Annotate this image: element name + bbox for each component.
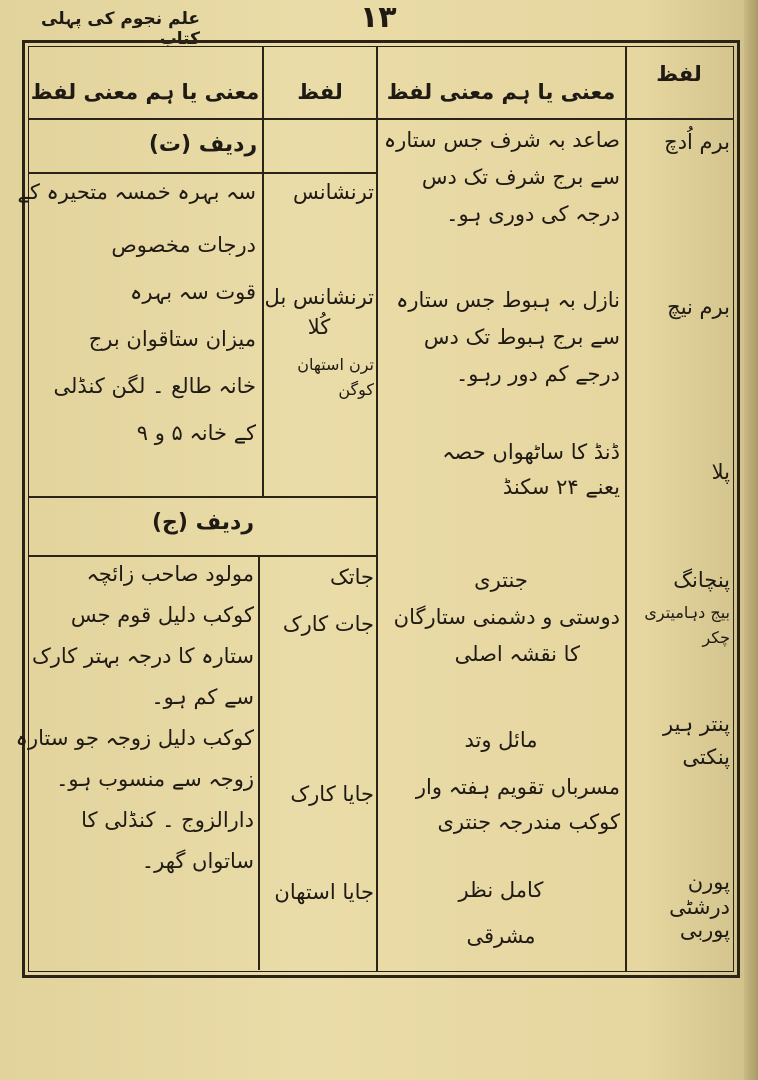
- te-meaning-line: خانہ طالع ۔ لگن کنڈلی: [53, 374, 256, 398]
- header-word-right: لفظ: [656, 62, 702, 86]
- divider-center: [376, 46, 378, 972]
- right-word-6: پنتر ہیر: [662, 712, 730, 736]
- right-meaning-jantri: جنتری: [474, 568, 528, 592]
- right-meaning-line: مسرباں تقویم ہفتہ وار: [415, 775, 620, 799]
- jim-meaning-block: [15, 562, 254, 874]
- right-meaning-kamil: کامل نظر: [458, 878, 544, 902]
- te-word-1: ترنشانس: [292, 180, 374, 204]
- right-meaning-line: دوستی و دشمنی ستارگان: [393, 605, 620, 629]
- te-word-3: کُلا: [307, 315, 331, 339]
- book-spine: [744, 0, 758, 1080]
- jim-word-4: جایا استھان: [274, 880, 374, 904]
- divider-right-word: [625, 46, 627, 972]
- te-word-4: ترن استھان کوگن: [297, 355, 374, 399]
- header-meaning-left: معنی یا ہم معنی لفظ: [30, 80, 260, 104]
- header-meaning-right: معنی یا ہم معنی لفظ: [386, 80, 616, 104]
- divider-left-word-lower: [258, 555, 260, 970]
- right-word-7: پنکتی: [682, 745, 730, 769]
- right-meaning-line: سے برج شرف تک دس: [421, 165, 620, 189]
- section-te-title: ردیف (ت): [148, 132, 258, 157]
- divider-left-word: [262, 46, 264, 496]
- right-meaning-line: درجہ کی دوری ہو۔: [446, 202, 620, 226]
- section-te-rule: [28, 172, 378, 174]
- right-meaning-line: کوکب مندرجہ جنتری: [437, 810, 620, 834]
- right-meaning-block-5: [382, 775, 620, 835]
- right-word-9: پوربی: [679, 918, 730, 942]
- page-number: ۱۳: [360, 0, 397, 35]
- right-meaning-line: کا نقشہ اصلی: [454, 642, 580, 666]
- jim-word-3: جایا کارک: [290, 782, 374, 806]
- jim-meaning-line: زوجہ سے منسوب ہو۔: [56, 767, 254, 791]
- jim-meaning-line: سے کم ہو۔: [151, 685, 254, 709]
- jim-word-2: جات کارک: [282, 612, 374, 636]
- section-jim-top-rule: [28, 496, 378, 498]
- right-meaning-line: نازل بہ ہبوط جس ستارہ: [396, 288, 620, 312]
- header-rule: [28, 118, 734, 120]
- jim-meaning-line: ساتواں گھر۔: [141, 849, 254, 873]
- right-meaning-block-4: [382, 605, 620, 667]
- right-meaning-line: سے برج ہبوط تک دس: [423, 325, 620, 349]
- right-word-8: پورن درشٹی: [669, 870, 730, 919]
- right-meaning-block-1: [382, 128, 620, 227]
- te-meaning-line: درجات مخصوص: [111, 233, 256, 257]
- right-word-2: برم نیچ: [667, 295, 730, 319]
- jim-meaning-line: کوکب دلیل زوجہ جو ستارہ: [15, 726, 254, 750]
- right-meaning-block-3: [382, 440, 620, 500]
- te-meaning-line: سہ بہرہ خمسہ متحیرہ کے: [17, 180, 256, 204]
- jim-meaning-line: کوکب دلیل قوم جس: [70, 603, 254, 627]
- te-meaning-line: میزان ستاقوان برج: [88, 327, 256, 351]
- te-meaning-line: کے خانہ ۵ و ۹: [136, 421, 256, 445]
- right-meaning-block-2: [382, 288, 620, 387]
- jim-meaning-line: دارالزوج ۔ کنڈلی کا: [81, 808, 254, 832]
- right-meaning-line: درجے کم دور رہو۔: [455, 362, 620, 386]
- right-meaning-line: ڈنڈ کا ساٹھواں حصہ: [442, 440, 620, 464]
- te-meaning-line: قوت سہ بہرہ: [130, 280, 256, 304]
- right-meaning-line: یعنے ۲۴ سکنڈ: [502, 475, 620, 499]
- jim-meaning-line: ستارہ کا درجہ بہتر کارک: [31, 644, 254, 668]
- right-word-3: پلا: [711, 460, 730, 484]
- right-word-5: بیج دہامیتری چکر: [644, 603, 730, 647]
- right-word-1: برم اُدچ: [664, 130, 730, 154]
- section-jim-rule: [28, 555, 378, 557]
- jim-word-1: جاتک: [329, 565, 374, 589]
- right-meaning-line: صاعد بہ شرف جس ستارہ: [383, 128, 620, 152]
- te-word-2: ترنشانس بل: [264, 285, 374, 309]
- right-meaning-mashriqi: مشرقی: [466, 924, 536, 948]
- jim-meaning-line: مولود صاحب زائچہ: [86, 562, 254, 586]
- header-word-left: لفظ: [297, 80, 343, 104]
- section-jim-title: ردیف (ج): [151, 510, 255, 535]
- right-meaning-mail: مائل وتد: [464, 728, 538, 752]
- te-meaning-block: [17, 180, 256, 446]
- book-title: علم نجوم کی پہلی کتاب: [41, 9, 200, 49]
- right-word-4: پنچانگ: [673, 568, 730, 592]
